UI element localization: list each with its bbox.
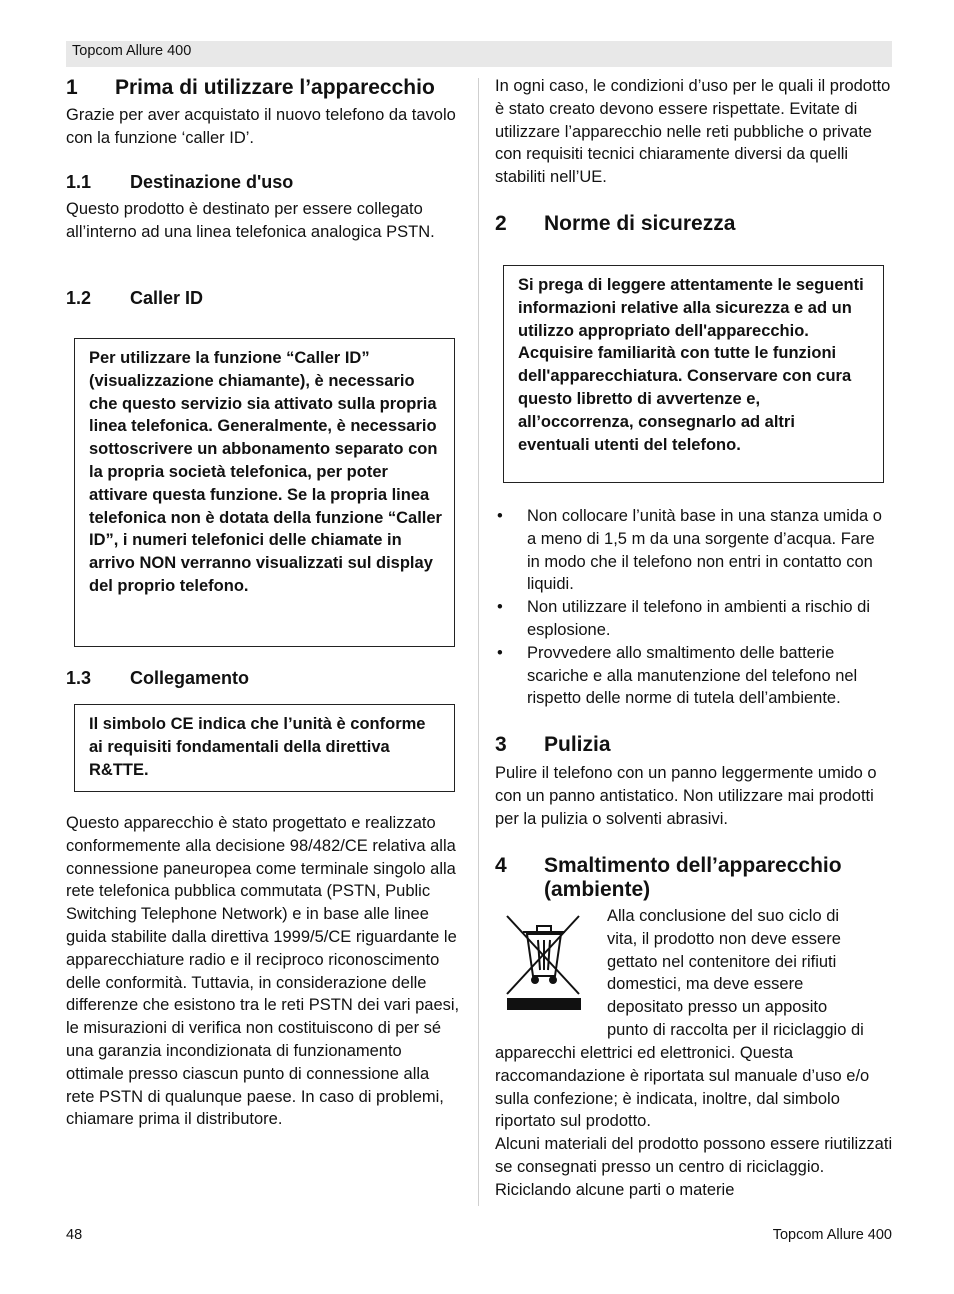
section-title: Prima di utilizzare l’apparecchio xyxy=(115,76,435,99)
section-title: Norme di sicurezza xyxy=(544,212,736,235)
list-item: • Provvedere allo smaltimento delle batterie scariche e alla manutenzione del telefono nel rispetto delle norme di tutela dell’ambiente. xyxy=(495,642,891,710)
section-title: Smaltimento dell’apparecchio xyxy=(544,854,842,877)
section-4-text: apparecchi elettrici ed elettronici. Questa raccomandazione è riportata sul manuale d’uso e/o sulla confezione; è indicata, inoltre, dal simbolo riportato sul prodotto. xyxy=(495,1044,870,1131)
section-3-text: Pulire il telefono con un panno leggermente umido o con un panno antistatico. Non utilizzare mai prodotti per la pulizia o solventi abrasivi. xyxy=(495,764,877,828)
section-number: 4 xyxy=(495,854,507,877)
section-number: 1.2 xyxy=(66,288,92,308)
section-1-2-heading xyxy=(66,287,458,309)
list-item: • Non utilizzare il telefono in ambienti a rischio di esplosione. xyxy=(495,596,891,642)
section-1-heading xyxy=(66,76,458,100)
text-line: gettato nel contenitore dei rifiuti xyxy=(607,952,837,971)
footer-product: Topcom Allure 400 xyxy=(772,1227,892,1243)
section-2-heading xyxy=(495,212,893,236)
section-1-text: Grazie per aver acquistato il nuovo telefono da tavolo con la funzione ‘caller ID’. xyxy=(66,106,456,147)
text-line: depositato presso un apposito xyxy=(607,998,828,1017)
page-number: 48 xyxy=(66,1227,83,1243)
text-line: domestici, ma deve essere xyxy=(607,975,804,994)
text-line: Alla conclusione del suo ciclo di xyxy=(607,907,840,925)
header-title: Topcom Allure 400 xyxy=(72,43,192,59)
caller-id-notice-box: Per utilizzare la funzione “Caller ID” (visualizzazione chiamante), è necessario che questo servizio sia attivato sulla propria linea telefonica. Generalmente, è necessario sottoscrivere un abbonamento separato con la propria società telefonica, per poter attivare questa funzione. Se la propria linea telefonica non è dotata della funzione “Caller ID”, i numeri telefonici delle chiamate in arrivo NON verranno visualizzati sul display del proprio telefono. xyxy=(74,338,455,647)
section-4-heading xyxy=(495,854,893,902)
section-number: 1.1 xyxy=(66,172,92,192)
section-1-3-text: Questo apparecchio è stato progettato e realizzato conformemente alla decisione 98/482/CE relativa alla connessione paneuropea come terminale singolo alla rete telefonica pubblica commutata (PSTN, Public Switching Telephone Network) e in base alle linee guida stabilite dalla direttiva 1999/5/CE riguardante le apparecchiature radio e il reciproco riconoscimento delle conformità. Tuttavia, in considerazione delle differenze che esistono tra le reti PSTN dei vari paesi, le misurazioni di verifica non costituiscono di per sé una garanzia incondizionata di funzionamento ottimale presso ciascun punto di connessione alla rete PSTN di qualunque paese. In caso di problemi, chiamare prima il distributore. xyxy=(66,814,460,1129)
section-1-3-heading xyxy=(66,667,458,689)
section-title-line2: (ambiente) xyxy=(544,878,651,901)
crossed-out-wheelie-bin-icon xyxy=(505,912,583,1012)
section-4-wrap-text xyxy=(607,905,897,1042)
section-title: Pulizia xyxy=(544,733,611,756)
column-divider xyxy=(478,78,479,1206)
section-number: 1 xyxy=(66,76,78,99)
safety-notice-box: Si prega di leggere attentamente le seguenti informazioni relative alla sicurezza e ad un utilizzo appropriato dell'apparecchio. Acquisire familiarità con tutte le funzioni dell'apparecchiatura. Conservare con cura questo libretto di avvertenze e, all’occorrenza, consegnarlo ad altri eventuali utenti del telefono. xyxy=(503,265,884,483)
ce-notice-box: Il simbolo CE indica che l’unità è conforme ai requisiti fondamentali della direttiva R&TTE. xyxy=(74,704,455,792)
section-title: Collegamento xyxy=(130,668,250,688)
section-1-1-heading xyxy=(66,171,458,193)
list-item: • Non collocare l’unità base in una stanza umida o a meno di 1,5 m da una sorgente d’acqua. Fare in modo che il telefono non entri in contatto con liquidi. xyxy=(495,505,891,596)
section-4-text-continued: Alcuni materiali del prodotto possono essere riutilizzati se consegnati presso un centro di riciclaggio. Riciclando alcune parti o materie xyxy=(495,1135,893,1199)
section-title: Destinazione d'uso xyxy=(130,172,294,192)
section-number: 2 xyxy=(495,212,507,235)
section-number: 3 xyxy=(495,733,507,756)
right-intro-text: In ogni caso, le condizioni d’uso per le quali il prodotto è stato creato devono essere rispettate. Evitate di utilizzare l’apparecchio nelle reti pubbliche o private con requisiti tecnici chiaramente diversi da quelli stabiliti nell’UE. xyxy=(495,77,891,187)
section-number: 1.3 xyxy=(66,668,92,688)
section-title: Caller ID xyxy=(130,288,204,308)
section-1-1-text: Questo prodotto è destinato per essere collegato all’interno ad una linea telefonica analogica PSTN. xyxy=(66,200,435,241)
text-line: punto di raccolta per il riciclaggio di xyxy=(607,1020,864,1039)
section-3-heading xyxy=(495,733,893,757)
safety-bullet-list xyxy=(495,505,891,710)
text-line: vita, il prodotto non deve essere xyxy=(607,929,841,948)
running-header xyxy=(66,41,892,67)
